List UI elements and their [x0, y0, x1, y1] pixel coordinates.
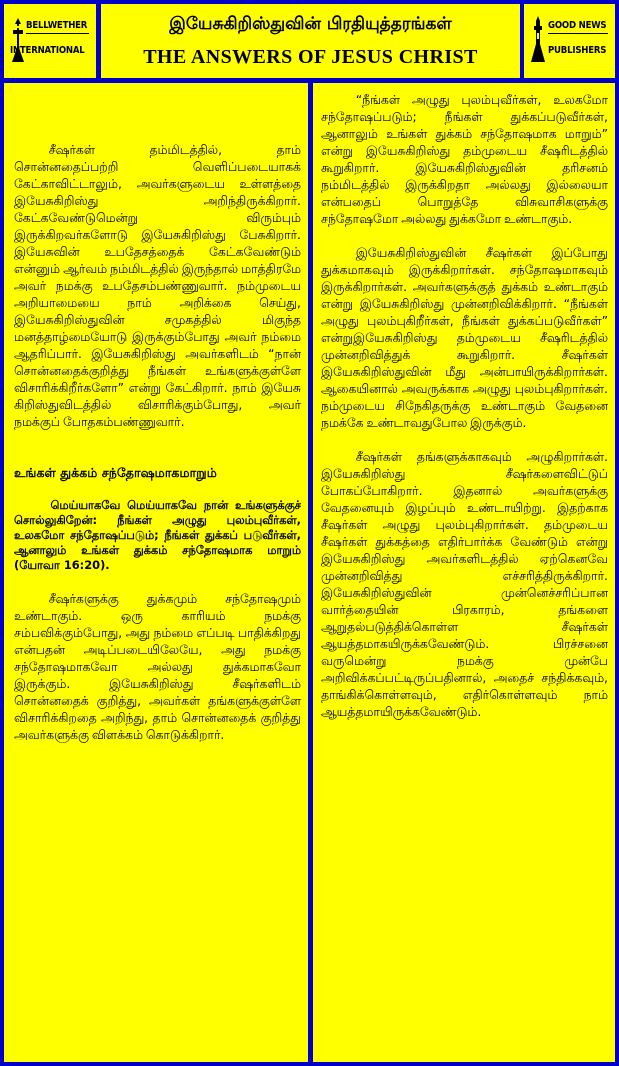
right-column [313, 83, 615, 1062]
left-paragraph-1: சீஷர்கள் தம்மிடத்தில், தாம் சொன்னதைப்பற்றி வெளிப்படையாகக் கேட்காவிட்டாலும், அவர்களுடைய உள்ளத்தை இயேசுகிறிஸ்து அறிந்திருக்கிறார். கேட்கவேண்டுமென்று விரும்பும் இருக்கிறவர்களோடு இயேசுகிறிஸ்து பேசுகிறார். இயேசுவின் உபதேசத்தைக் கேட்கவேண்டும் என்னும் ஆர்வம் நம்மிடத்தில் இருந்தால் மாத்திரமே அவர் நமக்கு உபதேசம்பண்ணுவார். நம்முடைய அறியாமையை நாம் அறிக்கை செய்து, இயேசுகிறிஸ்துவின் சமுகத்தில் மிகுந்த மனத்தாழ்மையோடு இருக்கும்போது அவர் நம்மை ஆதரிப்பார். இயேசுகிறிஸ்து அவர்களிடம் “நான் சொன்னதைக்குறித்து நீங்கள் உங்களுக்குள்ளே விசாரிக்கிறீர்களோ” என்று கேட்கிறார். நாம் இயேசு கிறிஸ்துவிடத்தில் விசாரிக்கும்போது, அவர் நமக்குப் போதகம்பண்ணுவார். [14, 142, 301, 429]
scripture-verse: மெய்யாகவே மெய்யாகவே நான் உங்களுக்குச் சொல்லுகிறேன்: நீங்கள் அழுது புலம்புவீர்கள், உலகமோ சந்தோஷப்படும்; நீங்கள் துக்கப் படுவீர்கள், ஆனாலும் உங்கள் துக்கம் சந்தோஷமாக மாறும் (யோவா 16:20). [14, 498, 301, 572]
left-logo-line1: BELLWETHER [26, 20, 88, 31]
right-logo-line2: PUBLISHERS [548, 45, 607, 56]
left-logo-underline [26, 33, 89, 34]
right-paragraph-1: “நீங்கள் அழுது புலம்புவீர்கள், உலகமோ சந்தோஷப்படும்; நீங்கள் துக்கப்படுவீர்கள், ஆனாலும் உங்கள் துக்கம் சந்தோஷமாக மாறும்” என்று இயேசுகிறிஸ்து தம்முடைய சீஷரிடத்தில் கூறுகிறார். இயேசுகிறிஸ்துவின் தரிசனம் நம்மிடத்தில் இருக்கிறதா அல்லது இல்லையா என்பதைப் பொறுத்தே விசுவாசிகளுக்கு சந்தோஷமோ அல்லது துக்கமோ உண்டாகும். [321, 92, 608, 226]
left-logo-line2: INTERNATIONAL [10, 45, 85, 56]
right-logo-underline [548, 33, 608, 34]
bellwether-logo [4, 4, 96, 78]
right-paragraph-2: இயேசுகிறிஸ்துவின் சீஷர்கள் இப்போது துக்கமாகவும் இருக்கிறார்கள். சந்தோஷமாகவும் இருக்கிறார்கள். அவர்களுக்குத் துக்கம் உண்டாகும் என்று இயேசுகிறிஸ்து முன்னறிவிக்கிறார். “நீங்கள் அழுது புலம்புகிறீர்கள், நீங்கள் துக்கப்படுவீர்கள்” என்றுஇயேசுகிறிஸ்து தம்முடைய சீஷரிடத்தில் முன்னறிவித்துக் கூறுகிறார். சீஷர்கள் இயேசுகிறிஸ்துவின் மீது அன்பாயிருக்கிறார்கள். ஆகையினால் அவருக்காக அழுது புலம்புகிறார்கள். நம்முடைய சிநேகிதருக்கு உண்டாகும் வேதனை நமக்கே உண்டாவதுபோல இருக்கும். [321, 245, 608, 430]
left-paragraph-2: சீஷர்களுக்கு துக்கமும் சந்தோஷமும் உண்டாகும். ஒரு காரியம் நமக்கு சம்பவிக்கும்போது, அது நம்மை எப்படி பாதிக்கிறது என்பதன் அடிப்படையிலேயே, அது நமக்கு சந்தோஷமாகவோ அல்லது துக்கமாகவோ இருக்கும். இயேசுகிறிஸ்து சீஷர்களிடம் சொன்னதைக் குறித்து, அவர்கள் தங்களுக்குள்ளே விசாரிக்கிறதை அறிந்து, தாம் சொன்னதைக் குறித்து அவர்களுக்கு விளக்கம் கொடுக்கிறார். [14, 591, 301, 742]
left-column [4, 83, 308, 1062]
section-heading: உங்கள் துக்கம் சந்தோஷமாகமாறும் [14, 465, 217, 480]
page-title-tamil: இயேசுகிறிஸ்துவின் பிரதியுத்தரங்கள் [169, 14, 452, 34]
right-paragraph-3: சீஷர்கள் தங்களுக்காகவும் அழுகிறார்கள். இயேசுகிறிஸ்து சீஷர்களைவிட்டுப் போகப்போகிறார். இதனால் அவர்களுக்கு வேதனையும் இழப்பும் உண்டாயிற்று. இதற்காக சீஷர்கள் அழுது புலம்புகிறார்கள். தம்முடைய சீஷர்கள் துக்கத்தை எதிர்பார்க்க வேண்டும் என்று இயேசுகிறிஸ்து அவர்களிடத்தில் ஏற்கெனவே முன்னறிவித்து எச்சரித்திருக்கிறார். இயேசுகிறிஸ்துவின் முன்னெச்சரிப்பான வார்த்தையின் பிரகாரம், தங்களை ஆறுதல்படுத்திக்கொள்ள சீஷர்கள் ஆயத்தமாகயிருக்கவேண்டும். பிரச்சனை வருமென்று நமக்கு முன்பே அறிவிக்கப்பட்டிருப்பதினால், அதைச் சந்திக்கவும், தாங்கிக்கொள்ளவும், எதிர்கொள்ளவும் நாம் ஆயத்தமாயிருக்கவேண்டும். [321, 449, 608, 719]
good-news-tower-icon [530, 16, 546, 62]
title-banner [101, 4, 520, 78]
good-news-logo [524, 4, 615, 78]
page-title-english: THE ANSWERS OF JESUS CHRIST [143, 46, 478, 68]
right-logo-line1: GOOD NEWS [548, 20, 607, 31]
